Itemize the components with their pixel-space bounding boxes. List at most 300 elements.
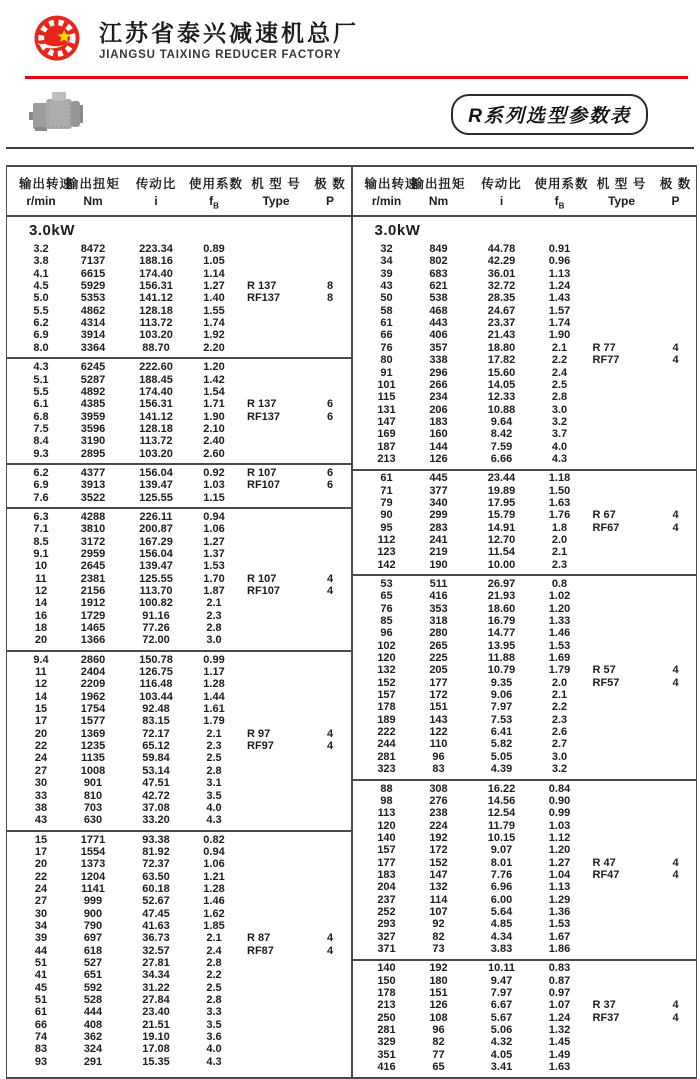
cell-ratio: 23.44 — [487, 472, 516, 485]
cell-service-factor: 2.5 — [206, 981, 222, 994]
table-row — [353, 243, 697, 255]
cell-service-factor: 1.15 — [203, 491, 225, 504]
cell-poles: 4 — [672, 341, 679, 354]
cell-speed: 132 — [377, 664, 396, 677]
cell-ratio: 32.72 — [487, 280, 516, 293]
cell-speed: 213 — [377, 999, 396, 1012]
masthead — [0, 0, 700, 70]
cell-ratio: 11.79 — [488, 819, 515, 832]
cell-torque: 445 — [429, 472, 448, 485]
table-row — [7, 411, 351, 423]
cell-speed: 98 — [380, 794, 393, 807]
cell-poles: 4 — [672, 856, 679, 869]
cell-service-factor: 3.2 — [551, 415, 568, 428]
cell-torque: 416 — [429, 590, 448, 603]
cell-speed: 189 — [377, 713, 396, 726]
table-row — [353, 652, 697, 664]
cell-ratio: 8.01 — [490, 856, 513, 869]
cell-speed: 5.5 — [33, 385, 49, 398]
cell-torque: 1369 — [80, 727, 106, 740]
cell-poles: 4 — [672, 509, 679, 522]
cell-service-factor: 2.8 — [206, 994, 222, 1006]
cell-torque: 206 — [429, 403, 448, 416]
cell-torque: 340 — [429, 496, 448, 509]
cell-speed: 61 — [380, 472, 393, 485]
cell-ratio: 5.05 — [490, 750, 513, 763]
cell-ratio: 21.51 — [142, 1018, 170, 1031]
cell-poles: 4 — [326, 585, 334, 597]
table-row — [7, 920, 351, 932]
header-row-cn — [353, 174, 697, 192]
cell-ratio: 156.31 — [139, 398, 173, 411]
cell-service-factor: 2.5 — [206, 752, 222, 765]
cell-ratio: 32.57 — [142, 944, 170, 957]
cell-speed: 4.3 — [33, 361, 49, 374]
table-row — [7, 859, 351, 871]
cell-torque: 2404 — [80, 666, 106, 679]
cell-service-factor: 2.10 — [203, 422, 225, 435]
param-group — [353, 779, 697, 959]
cell-ratio: 174.40 — [139, 385, 173, 398]
table-row — [353, 857, 697, 869]
cell-torque: 618 — [83, 944, 103, 957]
table-row — [7, 753, 351, 765]
cell-torque: 3914 — [80, 329, 106, 342]
cell-type: R 137 — [247, 398, 277, 411]
cell-service-factor: 1.06 — [203, 858, 225, 871]
param-group — [7, 650, 351, 830]
cell-service-factor: 3.0 — [206, 634, 222, 647]
table-row — [353, 441, 697, 453]
cell-torque: 192 — [429, 831, 448, 844]
cell-service-factor: 3.0 — [551, 750, 568, 763]
table-row — [353, 497, 697, 509]
cell-torque: 126 — [429, 999, 448, 1012]
cell-service-factor: 1.50 — [548, 484, 571, 497]
cell-torque: 147 — [429, 868, 448, 881]
cell-speed: 204 — [377, 881, 396, 894]
cell-torque: 73 — [432, 942, 445, 955]
table-row — [7, 467, 351, 479]
cell-speed: 4.5 — [33, 280, 49, 293]
cell-service-factor: 2.4 — [551, 366, 568, 379]
cell-service-factor: 0.90 — [548, 794, 571, 807]
cell-ratio: 103.20 — [139, 329, 173, 342]
cell-speed: 8.5 — [33, 535, 49, 548]
cell-service-factor: 1.54 — [203, 385, 225, 398]
table-row — [353, 1012, 697, 1024]
cell-torque: 8472 — [80, 243, 106, 256]
cell-ratio: 113.72 — [139, 317, 173, 330]
cell-service-factor: 1.03 — [548, 819, 571, 832]
table-row — [7, 994, 351, 1006]
cell-ratio: 91.16 — [142, 609, 170, 622]
cell-speed: 17 — [34, 715, 48, 728]
cell-torque: 5353 — [80, 292, 106, 305]
cell-ratio: 37.08 — [142, 801, 170, 814]
cell-service-factor: 1.32 — [548, 1024, 571, 1037]
header-label: 传动比 — [135, 177, 177, 191]
header-unit: Type — [262, 194, 290, 208]
cell-torque: 4314 — [80, 317, 106, 330]
cell-torque: 114 — [429, 893, 448, 906]
cell-torque: 190 — [429, 558, 448, 571]
header-label: 传动比 — [481, 177, 522, 191]
cell-speed: 323 — [377, 763, 396, 776]
cell-ratio: 6.96 — [490, 881, 513, 894]
table-row — [7, 436, 351, 448]
table-row — [353, 330, 697, 342]
cell-torque: 338 — [429, 354, 448, 367]
cell-torque: 1465 — [80, 622, 106, 635]
cell-ratio: 9.35 — [490, 676, 513, 689]
cell-ratio: 36.73 — [142, 932, 170, 945]
cell-torque: 3913 — [80, 479, 106, 492]
table-row — [353, 1024, 697, 1036]
table-row — [353, 702, 697, 714]
cell-torque: 1141 — [81, 882, 105, 895]
cell-speed: 76 — [380, 602, 393, 615]
cell-service-factor: 1.79 — [548, 664, 571, 677]
cell-speed: 6.9 — [33, 479, 49, 492]
cell-poles: 8 — [326, 280, 334, 293]
cell-type: RF97 — [247, 740, 274, 753]
cell-speed: 39 — [380, 267, 393, 280]
cell-speed: 7.1 — [33, 523, 49, 536]
cell-ratio: 65.12 — [142, 740, 170, 753]
cell-ratio: 59.84 — [142, 752, 170, 765]
table-row — [353, 404, 697, 416]
table-row — [7, 871, 351, 883]
cell-speed: 5.0 — [33, 292, 49, 305]
cell-torque: 92 — [432, 918, 445, 931]
cell-ratio: 7.97 — [490, 701, 513, 714]
cell-ratio: 15.79 — [487, 509, 516, 522]
cell-type: R 47 — [592, 856, 616, 869]
cell-speed: 3.8 — [33, 255, 49, 268]
cell-ratio: 11.54 — [488, 546, 515, 559]
cell-torque: 234 — [429, 391, 448, 404]
header-unit: Nm — [428, 194, 449, 208]
cell-service-factor: 1.05 — [203, 255, 225, 268]
table-row — [353, 603, 697, 615]
table-row — [353, 293, 697, 305]
cell-poles: 4 — [326, 740, 334, 753]
cell-speed: 327 — [377, 930, 396, 943]
header-label: 输出转速 — [19, 177, 74, 191]
cell-service-factor: 2.40 — [203, 435, 225, 448]
cell-torque: 3172 — [80, 535, 106, 548]
table-row — [353, 547, 697, 559]
cell-service-factor: 1.45 — [548, 1036, 571, 1049]
cell-service-factor: 0.83 — [548, 962, 571, 975]
cell-service-factor: 1.18 — [548, 472, 571, 485]
cell-speed: 7.5 — [33, 422, 49, 435]
cell-ratio: 9.64 — [490, 415, 513, 428]
cell-ratio: 7.76 — [490, 868, 513, 881]
cell-service-factor: 2.8 — [551, 391, 568, 404]
table-row — [7, 305, 351, 317]
cell-type: R 77 — [592, 341, 616, 354]
cell-type: R 97 — [247, 727, 271, 740]
cell-service-factor: 2.8 — [206, 764, 222, 777]
cell-ratio: 23.37 — [487, 317, 516, 330]
cell-torque: 276 — [429, 794, 448, 807]
header-row-unit — [353, 194, 697, 210]
cell-torque: 143 — [429, 713, 448, 726]
table-row — [353, 665, 697, 677]
cell-ratio: 156.31 — [139, 280, 173, 293]
cell-poles: 4 — [672, 999, 679, 1012]
cell-service-factor: 2.5 — [551, 378, 568, 391]
cell-speed: 34 — [34, 919, 48, 932]
cell-service-factor: 1.46 — [203, 895, 225, 908]
table-row — [7, 280, 351, 292]
cell-speed: 115 — [377, 391, 396, 404]
cell-speed: 213 — [377, 452, 396, 465]
table-row — [353, 783, 697, 795]
table-row — [7, 492, 351, 504]
cell-ratio: 16.22 — [487, 782, 516, 795]
cell-speed: 8.0 — [33, 341, 49, 354]
cell-speed: 140 — [377, 831, 396, 844]
header-label: 机 型 号 — [251, 177, 301, 191]
cell-service-factor: 0.99 — [203, 653, 225, 666]
cell-speed: 30 — [34, 777, 48, 790]
cell-torque: 172 — [429, 844, 448, 857]
cell-torque: 110 — [429, 738, 448, 751]
cell-ratio: 15.35 — [142, 1055, 170, 1068]
cell-poles: 6 — [326, 466, 334, 479]
cell-torque: 183 — [429, 415, 448, 428]
table-row — [7, 802, 351, 814]
cell-ratio: 24.67 — [487, 304, 516, 317]
cell-service-factor: 1.61 — [203, 703, 225, 716]
table-row — [7, 815, 351, 827]
param-group — [353, 959, 697, 1077]
cell-ratio: 21.93 — [487, 590, 516, 603]
cell-speed: 90 — [380, 509, 393, 522]
cell-torque: 3364 — [80, 341, 106, 354]
cell-torque: 82 — [432, 930, 445, 943]
cell-service-factor: 0.89 — [203, 243, 225, 256]
sub-header — [0, 79, 700, 143]
cell-torque: 1135 — [81, 752, 105, 765]
cell-torque: 683 — [429, 267, 448, 280]
header-unit: r/min — [26, 194, 56, 208]
cell-ratio: 12.33 — [487, 391, 516, 404]
cell-ratio: 17.82 — [487, 354, 516, 367]
cell-speed: 6.3 — [33, 510, 49, 523]
cell-torque: 308 — [429, 782, 448, 795]
table-row — [353, 578, 697, 590]
cell-ratio: 4.32 — [490, 1036, 513, 1049]
cell-torque: 357 — [429, 341, 448, 354]
series-title-badge: R系列选型参数表 — [451, 94, 648, 135]
cell-ratio: 19.10 — [142, 1031, 170, 1044]
cell-speed: 177 — [377, 856, 396, 869]
cell-service-factor: 1.20 — [548, 844, 571, 857]
cell-torque: 802 — [429, 255, 448, 268]
cell-speed: 5.5 — [33, 304, 49, 317]
cell-speed: 96 — [380, 627, 393, 640]
cell-service-factor: 3.7 — [551, 428, 568, 441]
cell-speed: 15 — [34, 703, 48, 716]
cell-torque: 1912 — [80, 597, 106, 610]
cell-speed: 17 — [34, 845, 48, 858]
cell-torque: 238 — [429, 807, 448, 820]
table-row — [353, 689, 697, 701]
cell-poles: 6 — [326, 410, 334, 423]
cell-speed: 147 — [377, 415, 396, 428]
cell-service-factor: 3.3 — [206, 1006, 222, 1019]
cell-torque: 3522 — [80, 491, 106, 504]
cell-ratio: 116.48 — [139, 678, 173, 691]
table-row — [353, 453, 697, 465]
cell-ratio: 7.59 — [490, 440, 513, 453]
cell-ratio: 19.89 — [487, 484, 516, 497]
cell-service-factor: 1.53 — [203, 560, 225, 573]
table-row — [353, 943, 697, 955]
param-column — [353, 167, 697, 1077]
cell-speed: 4.1 — [33, 267, 49, 280]
cell-ratio: 36.01 — [487, 267, 516, 280]
cell-ratio: 60.18 — [142, 882, 170, 895]
cell-torque: 6615 — [80, 267, 106, 280]
table-row — [353, 739, 697, 751]
company-name-cn: 江苏省泰兴减速机总厂 — [99, 19, 359, 46]
cell-torque: 2860 — [80, 653, 106, 666]
cell-type: RF107 — [247, 585, 281, 597]
cell-speed: 14 — [34, 690, 48, 703]
cell-service-factor: 3.0 — [551, 403, 568, 416]
header-unit: i — [499, 194, 504, 208]
cell-service-factor: 1.63 — [548, 1061, 571, 1074]
cell-torque: 2156 — [80, 585, 106, 597]
param-column — [7, 167, 353, 1077]
cell-service-factor: 0.84 — [548, 782, 571, 795]
cell-torque: 96 — [432, 750, 445, 763]
cell-torque: 225 — [429, 652, 448, 665]
cell-speed: 222 — [377, 726, 396, 739]
cell-torque: 443 — [429, 317, 448, 330]
cell-service-factor: 4.0 — [551, 440, 568, 453]
cell-speed: 250 — [377, 1011, 396, 1024]
cell-ratio: 8.42 — [490, 428, 513, 441]
cell-ratio: 223.34 — [139, 243, 173, 256]
cell-ratio: 10.79 — [487, 664, 516, 677]
cell-service-factor: 2.60 — [203, 447, 225, 460]
cell-service-factor: 3.2 — [551, 763, 568, 776]
cell-speed: 120 — [377, 652, 396, 665]
cell-torque: 538 — [429, 292, 448, 305]
table-row — [353, 317, 697, 329]
cell-speed: 43 — [380, 280, 393, 293]
cell-speed: 33 — [34, 789, 48, 802]
cell-service-factor: 4.0 — [206, 801, 222, 814]
cell-service-factor: 0.87 — [548, 974, 571, 987]
column-body — [7, 241, 351, 1071]
cell-service-factor: 1.24 — [548, 280, 571, 293]
header-unit: P — [671, 194, 680, 208]
cell-ratio: 72.00 — [142, 634, 170, 647]
table-row — [7, 982, 351, 994]
cell-ratio: 200.87 — [139, 523, 173, 536]
table-row — [7, 1056, 351, 1068]
cell-ratio: 3.83 — [490, 942, 513, 955]
cell-service-factor: 1.37 — [203, 547, 225, 560]
cell-service-factor: 2.3 — [206, 740, 222, 753]
cell-service-factor: 0.92 — [203, 466, 225, 479]
cell-service-factor: 4.3 — [551, 452, 568, 465]
cell-service-factor: 2.1 — [206, 932, 222, 945]
table-row — [353, 931, 697, 943]
table-row — [7, 635, 351, 647]
cell-service-factor: 2.6 — [551, 726, 568, 739]
cell-torque: 205 — [429, 664, 448, 677]
cell-type: R 87 — [247, 932, 271, 945]
table-row — [7, 610, 351, 622]
param-group — [7, 507, 351, 650]
table-row — [7, 561, 351, 573]
cell-torque: 280 — [429, 627, 448, 640]
cell-speed: 71 — [380, 484, 393, 497]
cell-torque: 7137 — [80, 255, 106, 268]
company-logo-icon — [30, 13, 84, 70]
cell-ratio: 92.48 — [142, 703, 170, 716]
cell-service-factor: 1.8 — [551, 521, 568, 534]
table-row — [353, 268, 697, 280]
cell-speed: 61 — [380, 317, 393, 330]
cell-ratio: 100.82 — [139, 597, 173, 610]
cell-ratio: 34.34 — [142, 969, 170, 982]
cell-torque: 144 — [429, 440, 448, 453]
table-row — [353, 522, 697, 534]
cell-speed: 74 — [34, 1031, 48, 1044]
table-row — [353, 256, 697, 268]
cell-speed: 416 — [377, 1061, 396, 1074]
header-unit: $f_B$ — [209, 194, 219, 211]
table-row — [7, 317, 351, 329]
cell-ratio: 128.18 — [139, 422, 173, 435]
cell-torque: 2381 — [80, 572, 106, 585]
table-row — [353, 882, 697, 894]
table-row — [7, 728, 351, 740]
table-row — [7, 716, 351, 728]
table-row — [7, 548, 351, 560]
cell-service-factor: 0.96 — [548, 255, 571, 268]
cell-service-factor: 1.53 — [548, 639, 571, 652]
cell-speed: 39 — [34, 932, 48, 945]
table-row — [353, 763, 697, 775]
table-row — [353, 485, 697, 497]
cell-poles: 4 — [326, 572, 334, 585]
cell-torque: 82 — [432, 1036, 445, 1049]
cell-service-factor: 1.27 — [548, 856, 571, 869]
cell-type: RF57 — [592, 676, 620, 689]
cell-ratio: 4.85 — [490, 918, 513, 931]
cell-service-factor: 2.1 — [206, 727, 222, 740]
cell-service-factor: 2.2 — [551, 354, 568, 367]
cell-service-factor: 1.07 — [548, 999, 571, 1012]
param-group — [7, 463, 351, 507]
table-row — [353, 1000, 697, 1012]
cell-speed: 102 — [377, 639, 396, 652]
cell-ratio: 174.40 — [139, 267, 173, 280]
cell-service-factor: 2.8 — [206, 622, 222, 635]
cell-service-factor: 1.27 — [203, 535, 225, 548]
cell-torque: 151 — [429, 701, 448, 714]
